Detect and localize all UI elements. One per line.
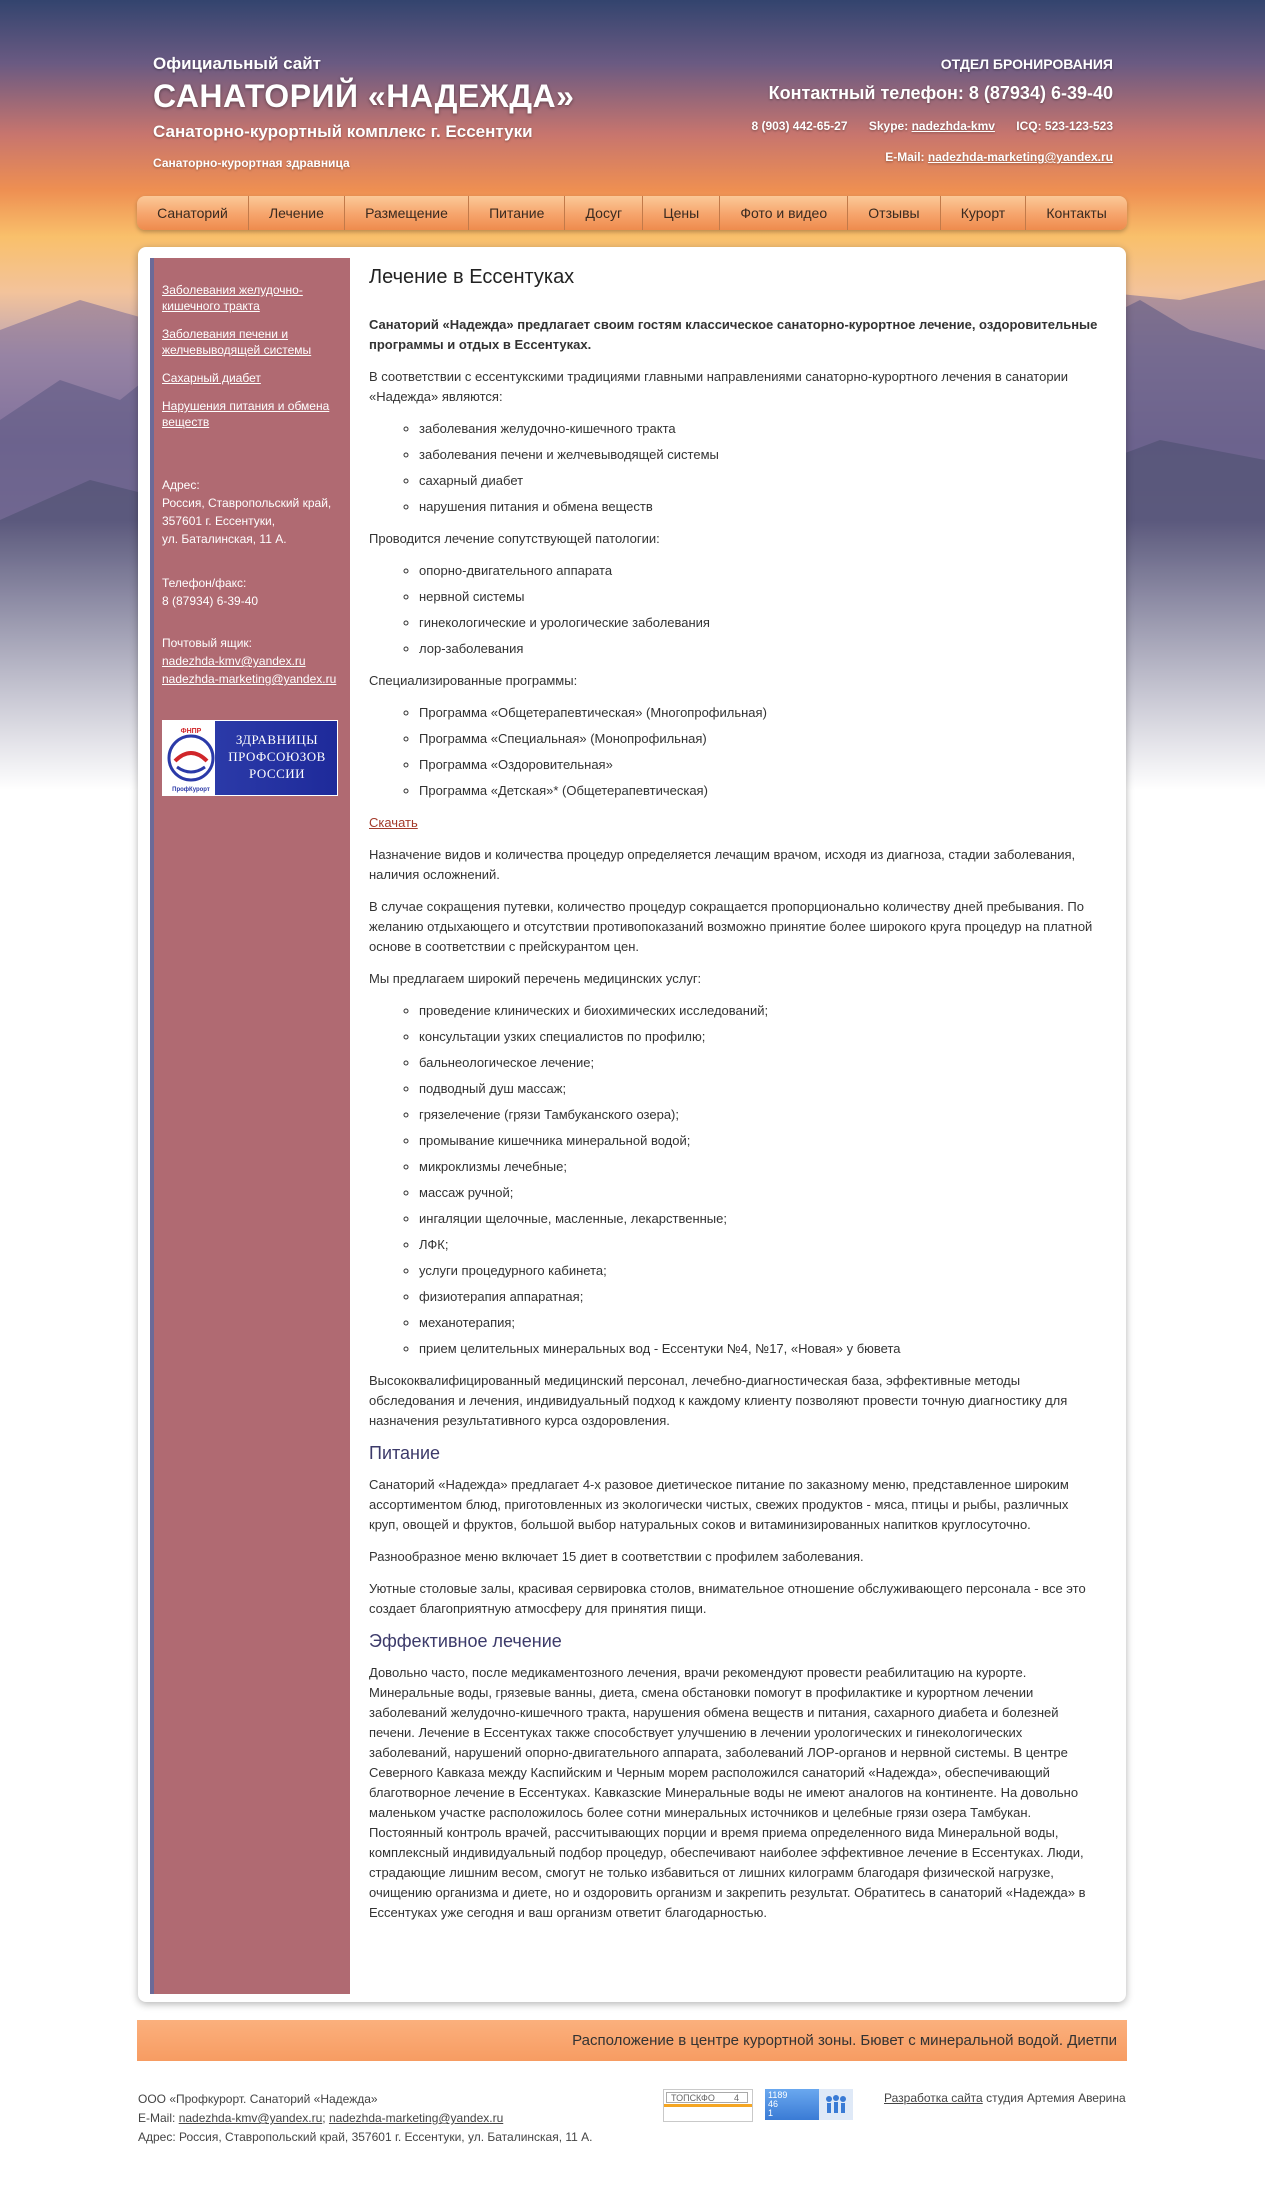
sidebar-email-1[interactable]: nadezhda-kmv@yandex.ru <box>162 654 306 668</box>
list-item: ◦ гинекологические и урологические заболевания <box>419 613 1099 633</box>
contact-phone: Контактный телефон: 8 (87934) 6-39-40 <box>768 83 1113 103</box>
nav-item-food[interactable]: Питание <box>469 196 565 230</box>
sidebar-phone <box>162 574 346 610</box>
concomitant-list <box>369 561 1099 659</box>
address-line-3: ул. Баталинская, 11 А. <box>162 532 287 546</box>
list-item: ◦ Программа «Общетерапевтическая» (Многопрофильная) <box>419 703 1099 723</box>
liveinternet-counter-badge[interactable] <box>765 2089 853 2120</box>
footer-email-separator: ; <box>322 2111 326 2125</box>
sidebar-link-metabolism[interactable]: Нарушения питания и обмена веществ <box>162 399 330 429</box>
list-item: ◦ механотерапия; <box>419 1313 1099 1333</box>
sidebar-link-diabetes[interactable]: Сахарный диабет <box>162 371 261 385</box>
mobile-phone: 8 (903) 442-65-27 <box>751 119 848 133</box>
sidebar-email-2[interactable]: nadezhda-marketing@yandex.ru <box>162 672 337 686</box>
nav-item-contacts[interactable]: Контакты <box>1046 205 1107 221</box>
list-item: ◦ бальнеологическое лечение; <box>419 1053 1099 1073</box>
nav-item-reviews[interactable]: Отзывы <box>848 196 940 230</box>
email-label: E-Mail: <box>885 150 925 164</box>
list-item: ◦ услуги процедурного кабинета; <box>419 1261 1099 1281</box>
footer-company: ООО «Профкурорт. Санаторий «Надежда» <box>138 2092 378 2106</box>
site-subtitle: Санаторно-курортный комплекс г. Ессентуки <box>153 122 533 141</box>
paragraph: В соответствии с ессентукскими традициями главными направлениями санаторно-курортного лечения в санатории «Надежда» являются: <box>369 369 1069 404</box>
sidebar-mail <box>162 634 346 688</box>
list-item: ◦ проведение клинических и биохимических исследований; <box>419 1001 1099 1021</box>
nav-item-treatment[interactable]: Лечение <box>249 196 345 230</box>
list-item: ◦ Программа «Специальная» (Монопрофильная) <box>419 729 1099 749</box>
nav-item-sanatorium[interactable]: Санаторий <box>137 196 249 230</box>
list-item: ◦ опорно-двигательного аппарата <box>419 561 1099 581</box>
list-item: ◦ ЛФК; <box>419 1235 1099 1255</box>
mail-label: Почтовый ящик: <box>162 636 253 650</box>
list-item: ◦ прием целительных минеральных вод - Ессентуки №4, №17, «Новая» у бювета <box>419 1339 1099 1359</box>
fnpr-banner-text <box>221 731 333 782</box>
list-item: ◦ Программа «Оздоровительная» <box>419 755 1099 775</box>
main-content <box>369 267 1099 1935</box>
programs-list <box>369 703 1099 801</box>
list-item: ◦ консультации узких специалистов по профилю; <box>419 1027 1099 1047</box>
fnpr-banner[interactable] <box>162 720 338 796</box>
paragraph: Высококвалифицированный медицинский персонал, лечебно-диагностическая база, эффективные методы обследования и лечения, индивидуальный подход к каждому клиенту позволяют провести точную диагностику для назначения результативного курса оздоровления. <box>369 1373 1068 1428</box>
skype-contact <box>869 119 995 133</box>
developer-credit <box>884 2091 1126 2105</box>
nav-item-photo-video[interactable]: Фото и видео <box>720 196 848 230</box>
sidebar <box>150 258 350 1994</box>
nav-item-leisure[interactable]: Досуг <box>565 196 643 230</box>
nav-item-prices[interactable]: Цены <box>643 196 720 230</box>
main-directions-list <box>369 419 1099 517</box>
counter-line-3: 1 <box>768 2108 774 2118</box>
paragraph: Уютные столовые залы, красивая сервировка столов, внимательное отношение обслуживающего персонала - все это создает благоприятную атмосферу для принятия пищи. <box>369 1581 1086 1616</box>
page-title: Лечение в Ессентуках <box>369 266 575 288</box>
sidebar-links <box>162 282 342 442</box>
header-email-link[interactable]: nadezhda-marketing@yandex.ru <box>927 150 1113 164</box>
header-pretitle: Официальный сайт <box>153 54 322 73</box>
skype-label: Skype: <box>868 119 909 133</box>
skype-link[interactable]: nadezhda-kmv <box>911 119 995 133</box>
fnpr-logo-icon <box>163 721 219 795</box>
fnpr-logo-text: ФНПР <box>180 728 202 735</box>
main-nav <box>137 196 1127 230</box>
contact-line <box>733 119 1113 133</box>
list-item: ◦ промывание кишечника минеральной водой; <box>419 1131 1099 1151</box>
phone-label: Телефон/факс: <box>162 576 247 590</box>
services-list <box>369 1001 1099 1359</box>
nav-item-accommodation[interactable]: Размещение <box>345 196 469 230</box>
site-header <box>153 50 1113 180</box>
paragraph: В случае сокращения путевки, количество процедур сокращается пропорционально количеству дней пребывания. По желанию отдыхающего и отсутствии противопоказаний возможно принятие более широкого круга процедур на платной основе в соответствии с прейскурантом цен. <box>369 899 1093 954</box>
paragraph: Довольно часто, после медикаментозного лечения, врачи рекомендуют провести реабилитацию на курорте. Минеральные воды, грязевые ванны, диета, смена обстановки помогут в профилактике и курортном лечении заболеваний желудочно-кишечного тракта, нарушения обмена веществ и питания, сахарного диабета и болезней печени. Лечение в Ессентуках также способствует улучшению в лечении урологических и гинекологических заболеваний, нарушений опорно-двигательного аппарата, заболеваний ЛОР-органов и нервной системы. В центре Северного Кавказа между Каспийским и Черным морем расположился санаторий «Надежда», обеспечивающий благотворное лечение в Ессентуках. Кавказские Минеральные воды не имеют аналогов на континенте. На довольно маленьком участке расположилось более сотни минеральных источников и целебные грязи озера Тамбукан. Постоянный контроль врачей, рассчитывающих порции и время приема определенного вида Минеральной воды, комплексный индивидуальный подбор процедур, обеспечивают наиболее эффективное лечение в Ессентуках. Люди, страдающие лишним весом, смогут не только избавиться от лишних килограмм благодаря физической нагрузке, очищению организма и диете, но и оздоровить организм и закрепить результат. Обратитесь в санаторий «Надежда» в Ессентуках уже сегодня и ваш организм ответит благодарностью. <box>369 1665 1086 1920</box>
top-counter-badge[interactable] <box>663 2089 753 2122</box>
sidebar-address <box>162 476 346 548</box>
icq-contact: ICQ: 523-123-523 <box>1016 119 1113 133</box>
content-panel <box>138 247 1126 2002</box>
booking-dept-label: ОТДЕЛ БРОНИРОВАНИЯ <box>940 56 1113 72</box>
site-tagline: Санаторно-курортная здравница <box>153 156 350 170</box>
header-email <box>885 150 1113 164</box>
list-item: ◦ физиотерапия аппаратная; <box>419 1287 1099 1307</box>
list-item: ◦ нервной системы <box>419 587 1099 607</box>
counter-label: ТОПСКФО <box>671 2093 715 2103</box>
list-item: ◦ массаж ручной; <box>419 1183 1099 1203</box>
list-item: ◦ заболевания печени и желчевыводящей системы <box>419 445 1099 465</box>
list-item: ◦ сахарный диабет <box>419 471 1099 491</box>
paragraph: Санаторий «Надежда» предлагает 4-х разовое диетическое питание по заказному меню, представленное широким ассортиментом блюд, приготовленных из экологически чистых, свежих продуктов - мяса, птицы и рыбы, различных круп, овощей и фруктов, большой выбор натуральных соков и витаминизированных напитков круглосуточно. <box>369 1477 1069 1532</box>
list-item: ◦ нарушения питания и обмена веществ <box>419 497 1099 517</box>
paragraph: Проводится лечение сопутствующей патологии: <box>369 531 660 546</box>
counter-bar <box>664 2104 752 2121</box>
counter-numbers <box>768 2091 787 2118</box>
list-item: ◦ ингаляции щелочные, масленные, лекарственные; <box>419 1209 1099 1229</box>
address-line-2: 357601 г. Ессентуки, <box>162 514 276 528</box>
list-item: ◦ подводный душ массаж; <box>419 1079 1099 1099</box>
paragraph: Разнообразное меню включает 15 диет в соответствии с профилем заболевания. <box>369 1549 864 1564</box>
phone-value: 8 (87934) 6-39-40 <box>162 594 259 608</box>
fnpr-text-line-3: РОССИИ <box>248 766 306 781</box>
address-label: Адрес: <box>162 478 200 492</box>
counter-line-2: 46 <box>768 2099 779 2109</box>
footer-email-1[interactable]: nadezhda-kmv@yandex.ru <box>178 2111 323 2125</box>
footer-address: Адрес: Россия, Ставропольский край, 357601 г. Ессентуки, ул. Баталинская, 11 А. <box>138 2130 593 2144</box>
people-icon <box>819 2089 853 2120</box>
list-item: ◦ грязелечение (грязи Тамбуканского озера); <box>419 1105 1099 1125</box>
download-link[interactable]: Скачать <box>369 815 418 830</box>
sidebar-link-gi-tract[interactable]: Заболевания желудочно-кишечного тракта <box>162 283 303 313</box>
footer-email-2[interactable]: nadezhda-marketing@yandex.ru <box>328 2111 504 2125</box>
fnpr-text-line-2: ПРОФСОЮЗОВ <box>228 749 326 764</box>
lead-paragraph: Санаторий «Надежда» предлагает своим гостям классическое санаторно-курортное лечение, оздоровительные программы и отдых в Ессентуках. <box>369 317 1098 352</box>
list-item: ◦ Программа «Детская»* (Общетерапевтическая) <box>419 781 1099 801</box>
section-heading-effective: Эффективное лечение <box>369 1631 562 1651</box>
footer-email-label: E-Mail: <box>138 2111 176 2125</box>
footer-email <box>138 2109 1128 2128</box>
counter-label-row <box>666 2092 748 2103</box>
paragraph: Назначение видов и количества процедур определяется лечащим врачом, исходя из диагноза, стадии заболевания, наличия осложнений. <box>369 847 1076 882</box>
site-title[interactable]: САНАТОРИЙ «НАДЕЖДА» <box>153 78 575 114</box>
developer-link[interactable]: Разработка сайта <box>884 2091 983 2105</box>
banner-text: Расположение в центре курортной зоны. Бювет с минеральной водой. Диетпи <box>572 2032 1117 2049</box>
paragraph: Специализированные программы: <box>369 673 578 688</box>
sidebar-link-liver[interactable]: Заболевания печени и желчевыводящей системы <box>162 327 312 357</box>
fnpr-text-line-1: ЗДРАВНИЦЫ <box>235 732 319 747</box>
developer-text: студия Артемия Аверина <box>986 2091 1126 2105</box>
paragraph: Мы предлагаем широкий перечень медицинских услуг: <box>369 971 702 986</box>
section-heading-food: Питание <box>369 1443 441 1463</box>
list-item: ◦ микроклизмы лечебные; <box>419 1157 1099 1177</box>
counter-value: 4 <box>733 2093 739 2103</box>
fnpr-logo-subtext: ПрофКурорт <box>172 787 210 793</box>
list-item: ◦ лор-заболевания <box>419 639 1099 659</box>
counter-line-1: 1189 <box>768 2090 788 2100</box>
list-item: ◦ заболевания желудочно-кишечного тракта <box>419 419 1099 439</box>
scrolling-banner <box>137 2020 1127 2061</box>
nav-item-resort[interactable]: Курорт <box>941 196 1027 230</box>
address-line-1: Россия, Ставропольский край, <box>162 496 332 510</box>
